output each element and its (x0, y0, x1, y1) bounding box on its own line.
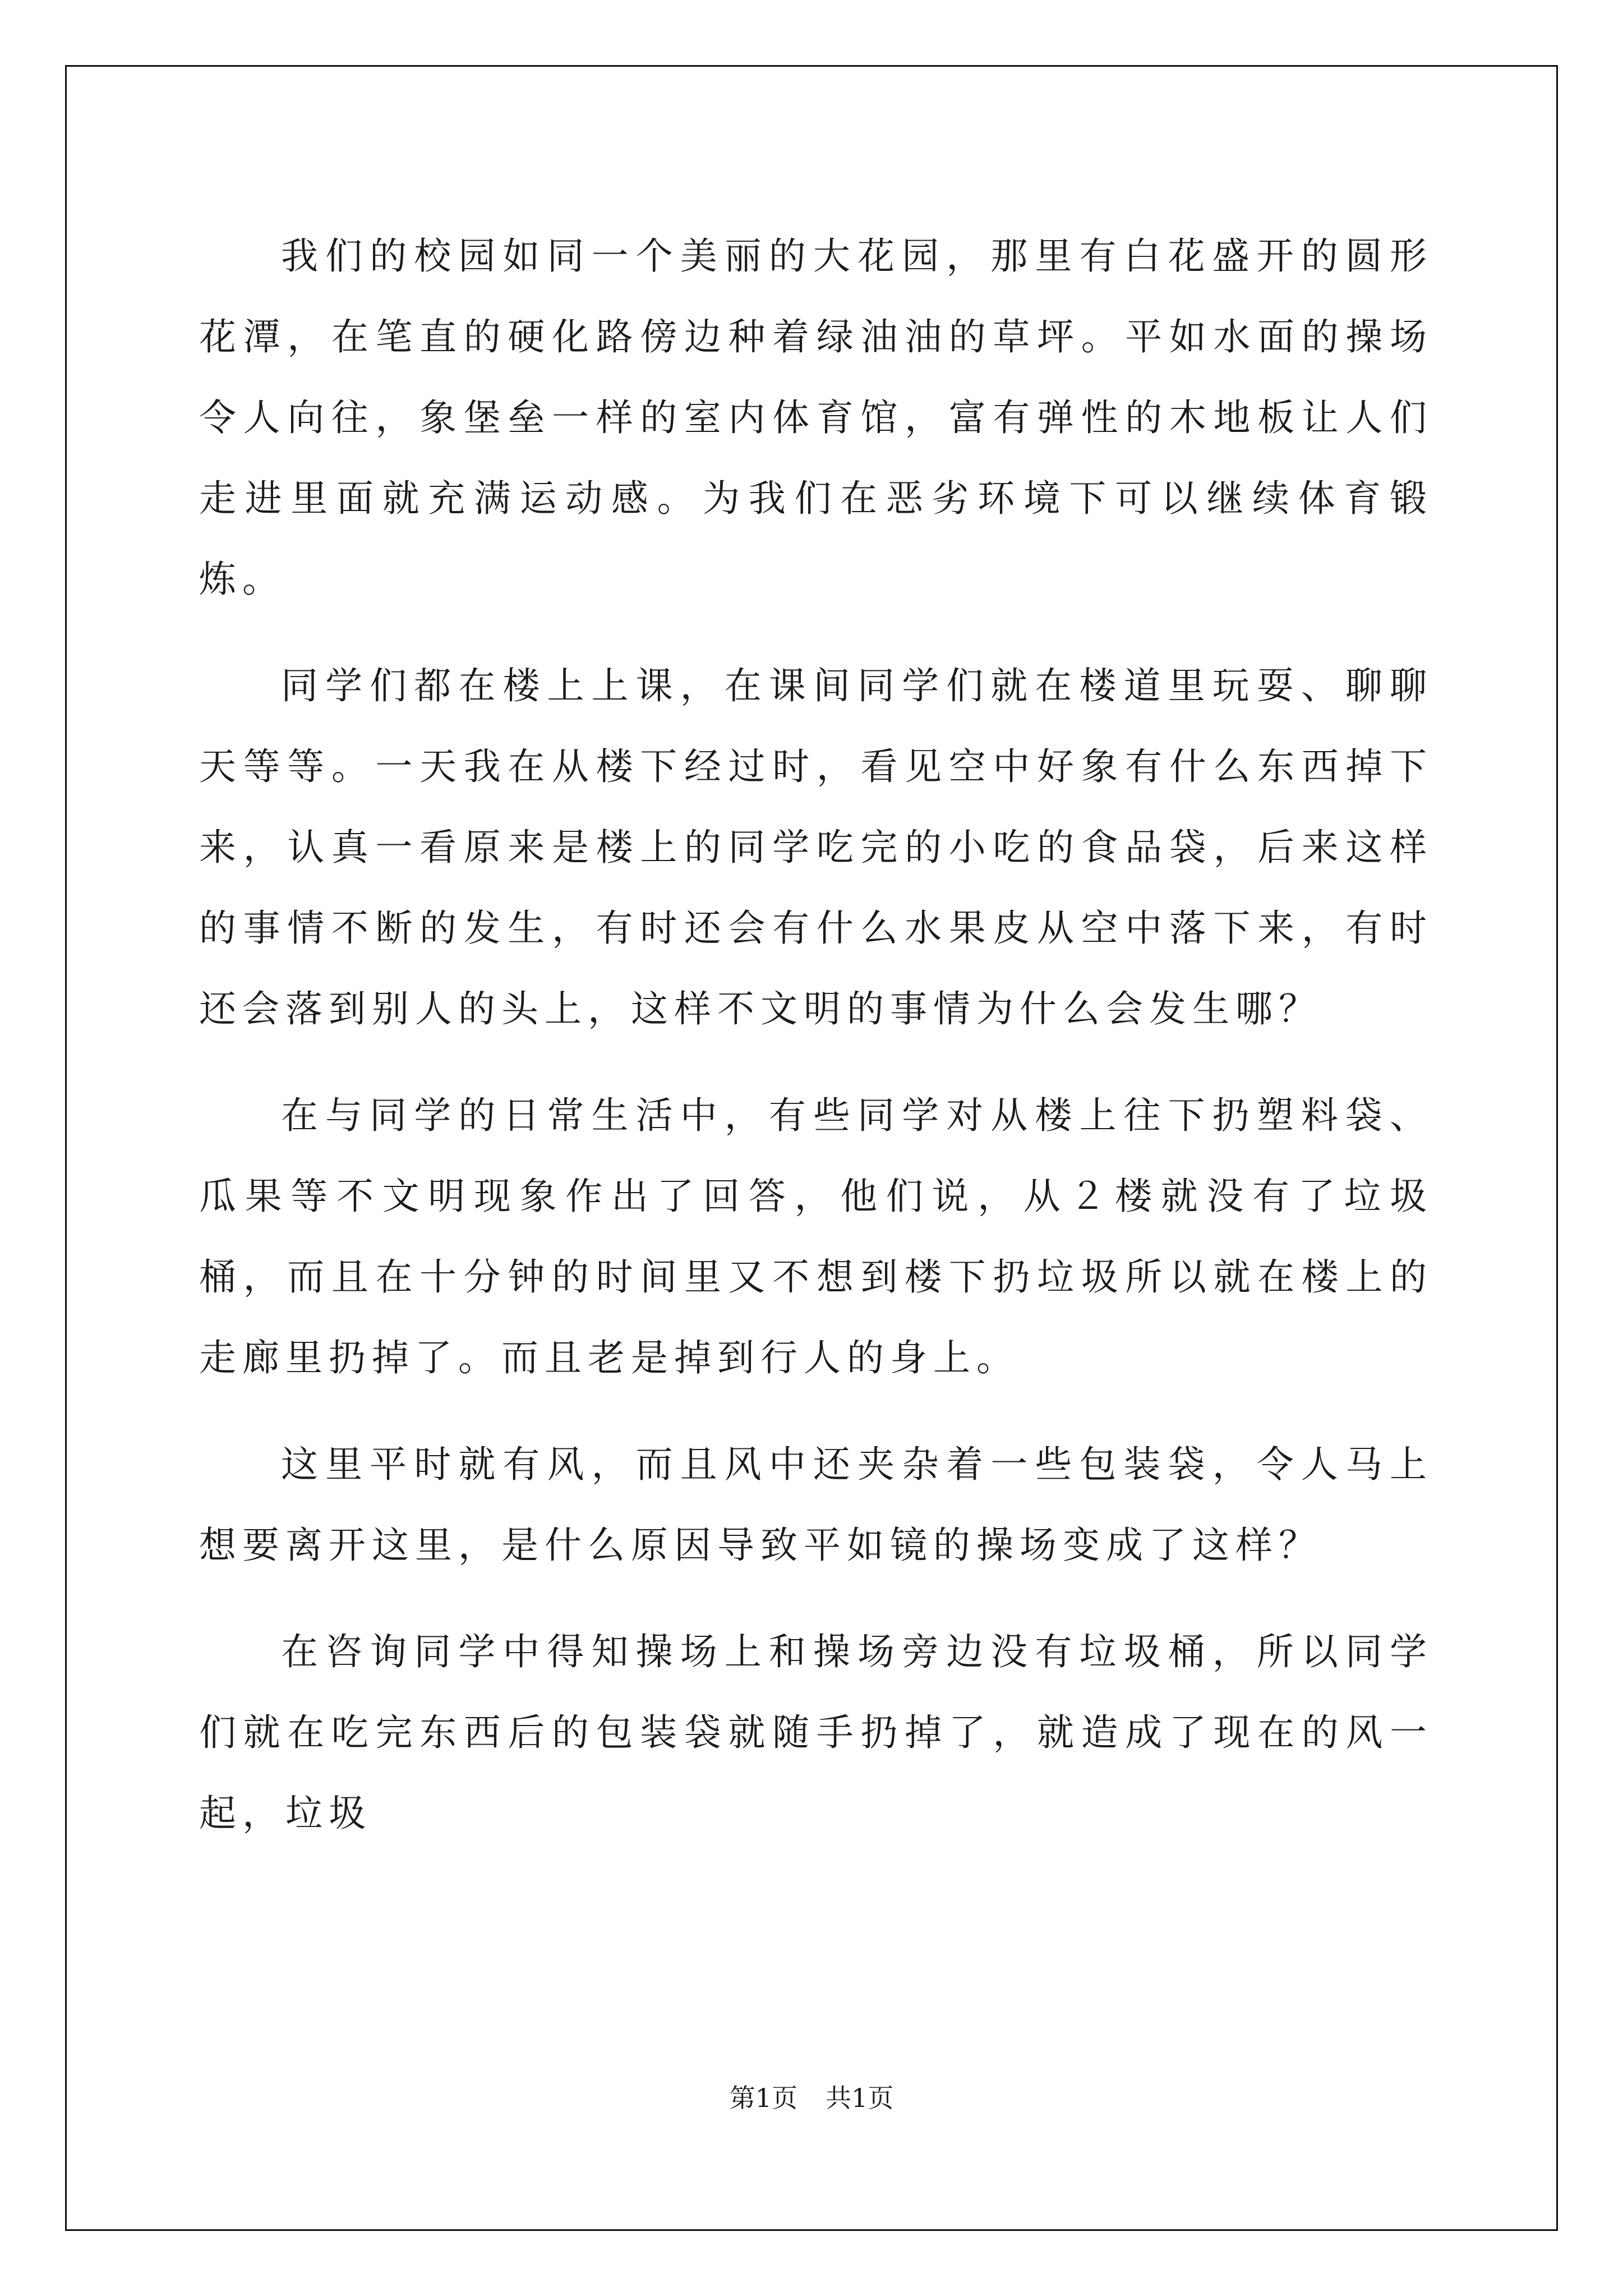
page-number: 第1页 (729, 2083, 797, 2113)
page-count: 共1页 (826, 2083, 894, 2113)
document-body (199, 216, 1433, 1880)
paragraph-4: 这里平时就有风，而且风中还夹杂着一些包装袋，令人马上想要离开这里，是什么原因导致平如镜的操场变成了这样？ (199, 1443, 1433, 1567)
paragraph-1: 我们的校园如同一个美丽的大花园，那里有白花盛开的圆形花潭，在笔直的硬化路傍边种着绿油油的草坪。平如水面的操场令人向往，象堡垒一样的室内体育馆，富有弹性的木地板让人们走进里面就充满运动感。为我们在恶劣环境下可以继续体育锻炼。 (199, 234, 1433, 601)
paragraph-3: 在与同学的日常生活中，有些同学对从楼上往下扔塑料袋、瓜果等不文明现象作出了回答，他们说，从２楼就没有了垃圾桶，而且在十分钟的时间里又不想到楼下扔垃圾所以就在楼上的走廊里扔掉了。而且老是掉到行人的身上。 (199, 1094, 1433, 1379)
paragraph-2: 同学们都在楼上上课，在课间同学们就在楼道里玩耍、聊聊天等等。一天我在从楼下经过时，看见空中好象有什么东西掉下来，认真一看原来是楼上的同学吃完的小吃的食品袋，后来这样的事情不断的发生，有时还会有什么水果皮从空中落下来，有时还会落到别人的头上，这样不文明的事情为什么会发生哪？ (199, 664, 1433, 1030)
page-footer (0, 2081, 1623, 2115)
paragraph-5: 在咨询同学中得知操场上和操场旁边没有垃圾桶，所以同学们就在吃完东西后的包装袋就随手扔掉了，就造成了现在的风一起，垃圾 (199, 1630, 1433, 1835)
